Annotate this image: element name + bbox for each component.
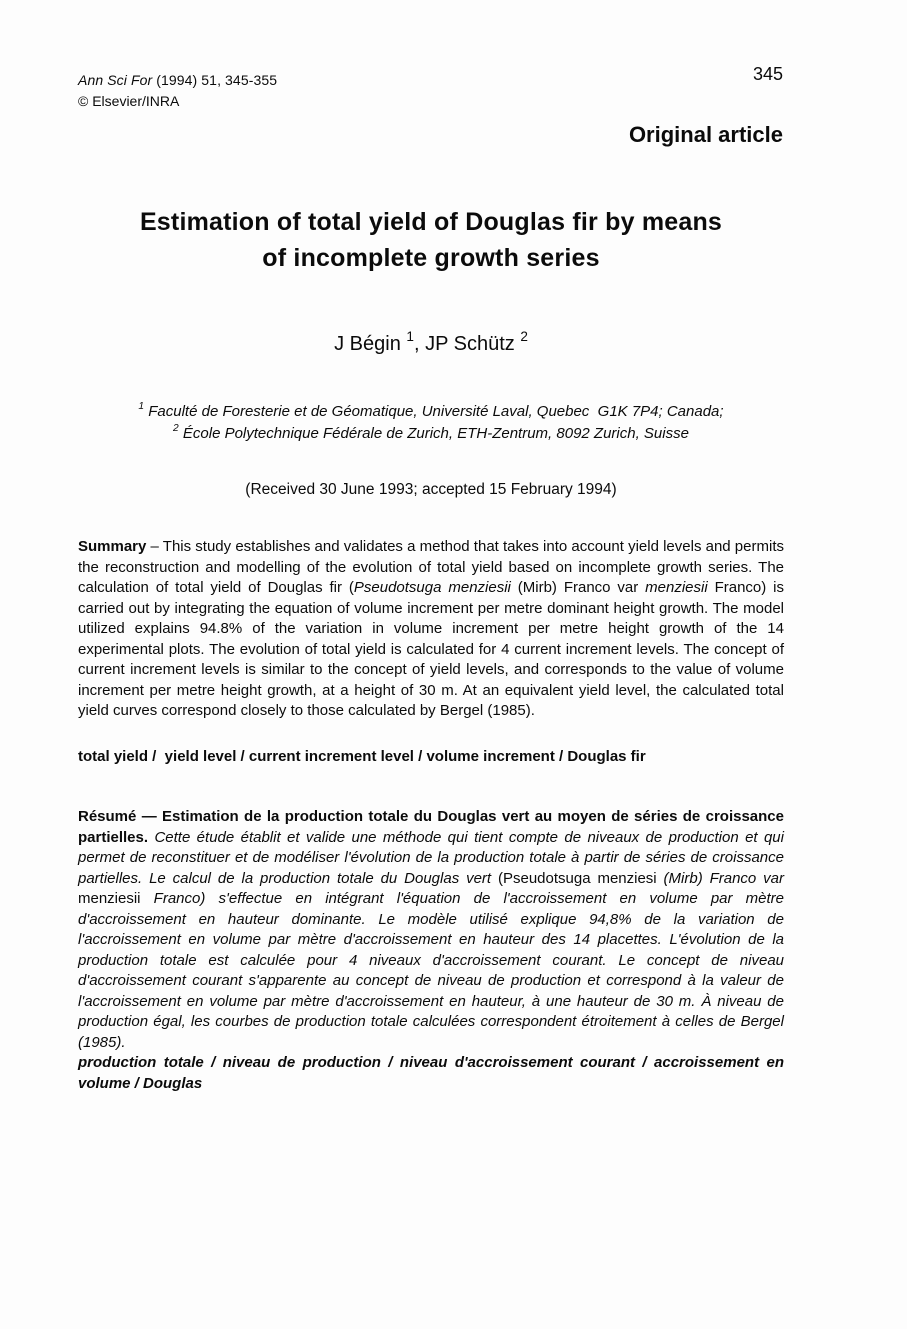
resume-paragraph: Résumé — Estimation de la production totale du Douglas vert au moyen de séries de croissance partielles. Cette étude établit et valide une méthode qui tient compte de niveaux de production et qui permet de reconstituer et de modéliser l'évolution de la production totale à partir de séries de croissance partielles. Le calcul de la production totale du Douglas vert (Pseudotsuga menziesi (Mirb) Franco var menziesii Franco) s'effectue en intégrant l'équation de l'accroissement en volume par mètre d'accroissement en hauteur dominante. Le modèle utilisé explique 94,8% de la variation de l'accroissement en volume par mètre d'accroissement en hauteur des 14 placettes. L'évolution de la production totale est calculée pour 4 niveaux d'accroissement courant. Le concept de niveau d'accroissement courant s'apparente au concept de niveau de production et correspond à la valeur de l'accroissement en volume par mètre d'accroissement en hauteur, à une hauteur de 30 m. À niveau de production égal, les courbes de production totale calculées correspondent étroitement à celles de Bergel (1985). bbox=[78, 808, 785, 1051]
affiliation-2: $^2$ École Polytechnique Fédérale de Zurich, ETH-Zentrum, 8092 Zurich, Suisse bbox=[173, 422, 689, 442]
article-type-label: Original article bbox=[628, 122, 783, 147]
keywords-french: production totale / niveau de production / niveau d'accroissement courant / accroissement en volume / Douglas bbox=[78, 1054, 784, 1092]
article-title bbox=[78, 204, 784, 276]
article-title-line-2: of incomplete growth series bbox=[262, 244, 600, 272]
summary-paragraph: Summary – This study establishes and validates a method that takes into account yield levels and permits the reconstruction and modelling of the evolution of total yield based on incomplete growth series. The calculation of total yield of Douglas fir (Pseudotsuga menziesii (Mirb) Franco var menziesii Franco) is carried out by integrating the equation of volume increment per metre dominant height growth. The model utilized explains 94.8% of the variation in volume increment per metre height growth of the 14 experimental plots. The evolution of total yield is calculated for 4 current increment levels. The concept of current increment levels is similar to the concept of yield levels, and corresponds to the value of volume increment per metre height growth, at a height of 30 m. At an equivalent yield level, the calculated total yield curves correspond closely to those calculated by Bergel (1985). bbox=[78, 538, 784, 719]
keywords-english: total yield / yield level / current increment level / volume increment / Douglas fir bbox=[78, 748, 646, 765]
copyright-notice: © Elsevier/INRA bbox=[78, 93, 180, 109]
journal-reference: Ann Sci For (1994) 51, 345-355 bbox=[78, 72, 278, 88]
page-number: 345 bbox=[752, 64, 783, 84]
authors-line: J Bégin $^1$, JP Schütz $^2$ bbox=[334, 328, 528, 355]
received-dates: (Received 30 June 1993; accepted 15 February 1994) bbox=[245, 481, 617, 498]
affiliation-1: $^1$ Faculté de Foresterie et de Géomatique, Université Laval, Quebec G1K 7P4; Canada; bbox=[138, 400, 724, 420]
article-title-line-1: Estimation of total yield of Douglas fir by means bbox=[139, 208, 723, 236]
affiliations-block bbox=[78, 401, 784, 445]
